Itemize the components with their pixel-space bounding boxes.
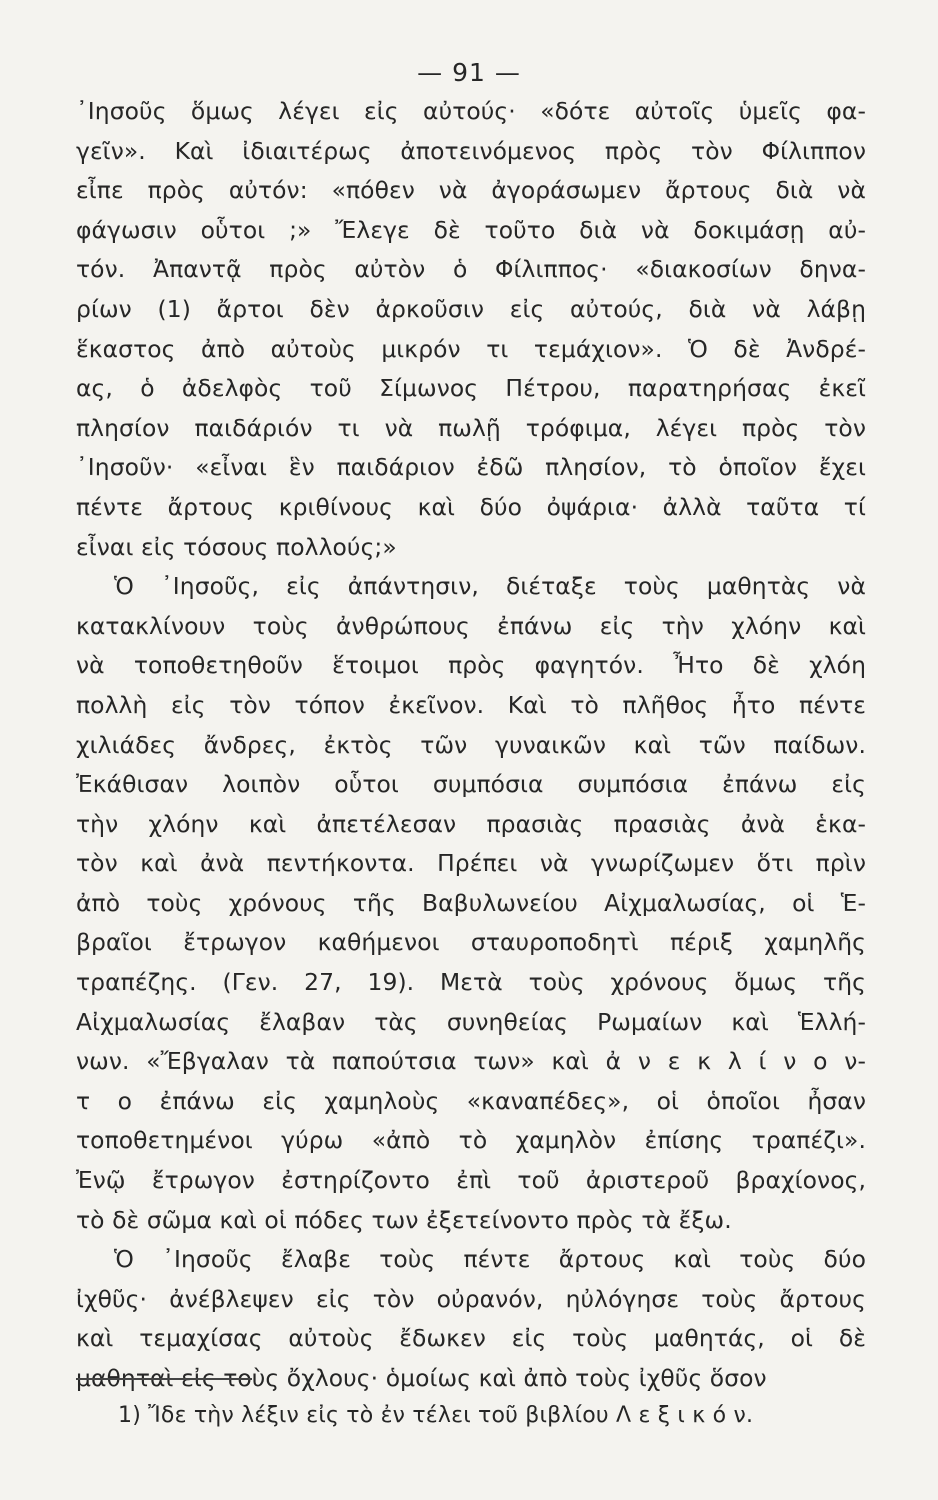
text-line: τὸν καὶ ἀνὰ πεντήκοντα. Πρέπει νὰ γνωρίζωμεν ὅτι πρὶν xyxy=(76,849,866,878)
text-line: τοποθετημένοι γύρω «ἀπὸ τὸ χαμηλὸν ἐπίσης τραπέζι». xyxy=(76,1126,866,1155)
text-line: εἶπε πρὸς αὐτόν: «πόθεν νὰ ἀγοράσωμεν ἄρτους διὰ νὰ xyxy=(76,176,866,205)
text-line: ας, ὁ ἀδελφὸς τοῦ Σίμωνος Πέτρου, παρατηρήσας ἐκεῖ xyxy=(76,374,866,403)
text-line: πολλὴ εἰς τὸν τόπον ἐκεῖνον. Καὶ τὸ πλῆθος ἦτο πέντε xyxy=(76,690,866,719)
text-line: τὴν χλόην καὶ ἀπετέλεσαν πρασιὰς πρασιὰς ἀνὰ ἑκα- xyxy=(76,809,866,838)
text-line: τ ο ἐπάνω εἰς χαμηλοὺς «καναπέδες», οἱ ὁποῖοι ἦσαν xyxy=(76,1086,866,1115)
text-line: νὰ τοποθετηθοῦν ἕτοιμοι πρὸς φαγητόν. Ἦτο δὲ χλόη xyxy=(76,651,866,680)
footnote-divider xyxy=(76,1378,252,1380)
text-line: Ὁ ᾿Ιησοῦς, εἰς ἀπάντησιν, διέταξε τοὺς μαθητὰς νὰ xyxy=(114,572,866,601)
body-text xyxy=(76,92,866,1399)
text-line: ρίων (1) ἄρτοι δὲν ἀρκοῦσιν εἰς αὐτούς, διὰ νὰ λάβῃ xyxy=(76,294,866,323)
text-line: ᾿Ιησοῦς ὅμως λέγει εἰς αὐτούς· «δότε αὐτοῖς ὑμεῖς φα- xyxy=(76,97,866,125)
text-line: πλησίον παιδάριόν τι νὰ πωλῇ τρόφιμα, λέγει πρὸς τὸν xyxy=(76,413,866,442)
text-line: τόν. Ἀπαντᾷ πρὸς αὐτὸν ὁ Φίλιππος· «διακοσίων δηνα- xyxy=(76,255,866,284)
text-line: νων. «Ἔβγαλαν τὰ παπούτσια των» καὶ ἀ ν ε κ λ ί ν ο ν- xyxy=(76,1047,866,1076)
text-line: ἰχθῦς· ἀνέβλεψεν εἰς τὸν οὐρανόν, ηὐλόγησε τοὺς ἄρτους xyxy=(76,1284,866,1313)
text-line: χιλιάδες ἄνδρες, ἐκτὸς τῶν γυναικῶν καὶ τῶν παίδων. xyxy=(76,730,866,759)
text-line: μαθηταὶ εἰς τοὺς ὄχλους· ὁμοίως καὶ ἀπὸ τοὺς ἰχθῦς ὅσον xyxy=(76,1364,767,1392)
text-line: καὶ τεμαχίσας αὐτοὺς ἔδωκεν εἰς τοὺς μαθητάς, οἱ δὲ xyxy=(76,1324,866,1353)
text-line: ἕκαστος ἀπὸ αὐτοὺς μικρόν τι τεμάχιον». Ὁ δὲ Ἀνδρέ- xyxy=(76,334,866,363)
text-line: ἀπὸ τοὺς χρόνους τῆς Βαβυλωνείου Αἰχμαλωσίας, οἱ Ἑ- xyxy=(76,888,866,917)
text-line: εἶναι εἰς τόσους πολλούς;» xyxy=(76,532,397,561)
text-line: Ἐκάθισαν λοιπὸν οὗτοι συμπόσια συμπόσια ἐπάνω εἰς xyxy=(76,770,866,799)
text-line: Αἰχμαλωσίας ἔλαβαν τὰς συνηθείας Ρωμαίων καὶ Ἑλλή- xyxy=(76,1007,866,1036)
text-line: βραῖοι ἔτρωγον καθήμενοι σταυροποδητὶ πέριξ χαμηλῆς xyxy=(76,928,866,957)
text-line: γεῖν». Καὶ ἰδιαιτέρως ἀποτεινόμενος πρὸς τὸν Φίλιππον xyxy=(76,136,866,165)
text-line: φάγωσιν οὗτοι ;» Ἔλεγε δὲ τοῦτο διὰ νὰ δοκιμάσῃ αὐ- xyxy=(76,215,866,244)
text-line: ᾿Ιησοῦν· «εἶναι ἓν παιδάριον ἐδῶ πλησίον, τὸ ὁποῖον ἔχει xyxy=(76,453,866,482)
footnote: 1) Ἴδε τὴν λέξιν εἰς τὸ ἐν τέλει τοῦ βιβλίου Λ ε ξ ι κ ό ν. xyxy=(118,1403,754,1428)
text-line: τραπέζης. (Γεν. 27, 19). Μετὰ τοὺς χρόνους ὅμως τῆς xyxy=(76,968,866,997)
text-line: τὸ δὲ σῶμα καὶ οἱ πόδες των ἐξετείνοντο πρὸς τὰ ἔξω. xyxy=(76,1205,732,1234)
text-line: κατακλίνουν τοὺς ἀνθρώπους ἐπάνω εἰς τὴν χλόην καὶ xyxy=(76,611,866,640)
text-line: Ὁ ᾿Ιησοῦς ἔλαβε τοὺς πέντε ἄρτους καὶ τοὺς δύο xyxy=(114,1245,866,1274)
text-line: πέντε ἄρτους κριθίνους καὶ δύο ὀψάρια· ἀλλὰ ταῦτα τί xyxy=(76,492,866,521)
page-number: — 91 — xyxy=(417,58,521,87)
text-line: Ἐνῷ ἔτρωγον ἐστηρίζοντο ἐπὶ τοῦ ἀριστεροῦ βραχίονος, xyxy=(76,1166,866,1195)
